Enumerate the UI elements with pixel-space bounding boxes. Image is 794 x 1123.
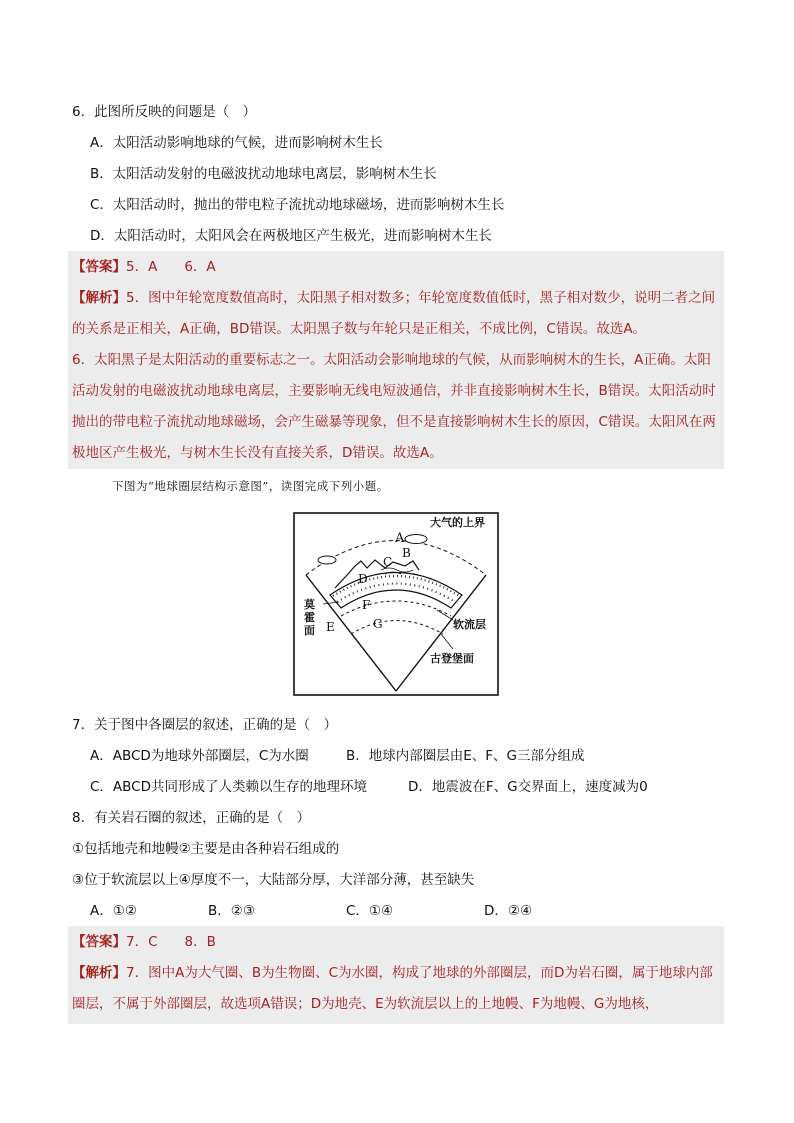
label-asthenosphere: 软流层 [453,618,486,631]
q8-option-a: A．①② [90,903,137,919]
label-c: C [383,555,393,569]
q8-statements-3-4: ③位于软流层以上④厚度不一，大陆部分厚，大洋部分薄，甚至缺失 [72,872,475,888]
label-e: E [326,620,335,634]
figure-caption: 下图为“地球圈层结构示意图”，读图完成下列小题。 [112,479,389,493]
q7-option-b: B．地球内部圈层由E、F、G三部分组成 [346,748,585,764]
label-b: B [402,546,411,560]
analysis-1-q6: 6．太阳黑子是太阳活动的重要标志之一。太阳活动会影响地球的气候，从而影响树木的生长，A正确。太阳活动发射的电磁波扰动地球电离层，主要影响无线电短波通信，并非直接影响树木生长，B错误。太阳活动时抛出的带电粒子流扰动地球磁场，会产生磁暴等现象，但不是直接影响树木生长的原因，C错误。太阳风在两极地区产生极光，与树木生长没有直接关系，D错误。故选A。 [72,352,716,461]
label-g: G [373,617,383,631]
label-d: D [358,572,368,586]
q7-option-d: D．地震波在F、G交界面上，速度减为0 [408,779,648,795]
analysis-tag: 【解析】 [72,290,126,306]
label-moho-3: 面 [304,624,315,637]
label-f: F [362,598,371,612]
q6-option-a: A．太阳活动影响地球的气候，进而影响树木生长 [90,135,383,151]
label-moho-2: 霍 [304,611,315,624]
cloud-right [405,535,427,544]
q7-option-c: C．ABCD共同形成了人类赖以生存的地理环境 [90,779,368,795]
q8-statements-1-2: ①包括地壳和地幔②主要是由各种岩石组成的 [72,841,340,857]
label-a: A [395,531,405,546]
q6-option-d: D．太阳活动时，太阳风会在两极地区产生极光，进而影响树木生长 [90,228,492,244]
q8-option-c: C．①④ [346,903,394,919]
q8-option-d: D．②④ [484,903,533,919]
analysis-1-q5 [72,283,724,345]
answer-line-2 [72,932,216,952]
answer-text: 5．A 6．A [126,259,216,275]
q6-option-b: B．太阳活动发射的电磁波扰动地球电离层，影响树木生长 [90,166,437,182]
label-upper-atmosphere: 大气的上界 [430,516,485,529]
label-moho-1: 莫 [304,598,315,611]
analysis-text: 5．图中年轮宽度数值高时，太阳黑子相对数多；年轮宽度数值低时，黑子相对数少，说明二者之间的关系是正相关，A正确，BD错误。太阳黑子数与年轮只是正相关，不成比例，C错误。故选A。 [72,290,716,337]
q8-stem: 8．有关岩石圈的叙述，正确的是（ ） [72,810,311,826]
q7-option-a: A．ABCD为地球外部圈层，C为水圈 [90,748,309,764]
q6-option-c: C．太阳活动时，抛出的带电粒子流扰动地球磁场，进而影响树木生长 [90,197,505,213]
earth-layers-diagram [293,512,499,696]
answer-text: 7．C 8．B [126,934,216,950]
analysis-tag: 【解析】 [72,965,126,981]
q6-stem: 6．此图所反映的问题是（ ） [72,104,257,120]
q8-option-b: B．②③ [208,903,255,919]
label-gutenberg: 古登堡面 [430,652,474,665]
analysis-2-q7 [72,958,724,1020]
q7-stem: 7．关于图中各圈层的叙述，正确的是（ ） [72,717,338,733]
cloud-left [318,556,336,564]
analysis-text: 7．图中A为大气圈、B为生物圈、C为水圈，构成了地球的外部圈层，而D为岩石圈，属于地球内部圈层，不属于外部圈层，故选项A错误；D为地壳、E为软流层以上的上地幔、F为地幔、G为地核， [72,965,713,1012]
answer-tag: 【答案】 [72,259,126,275]
answer-tag: 【答案】 [72,934,126,950]
answer-line-1 [72,257,216,277]
